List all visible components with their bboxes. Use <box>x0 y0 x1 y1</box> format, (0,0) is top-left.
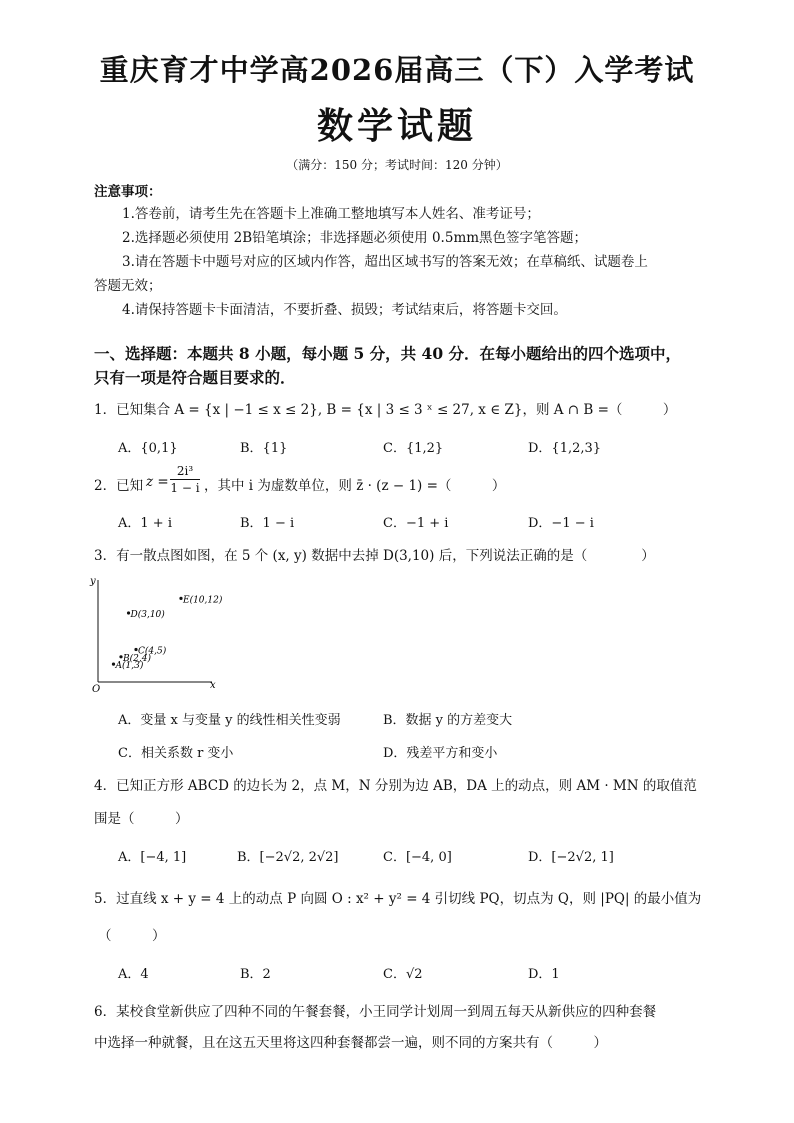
q1-option-b: B．{1} <box>240 441 288 456</box>
plot-points <box>112 594 223 671</box>
q2-option-b: B．1 − i <box>240 516 295 531</box>
q4-option-a: A．[−4, 1] <box>118 850 187 865</box>
note-item: 3.请在答题卡中题号对应的区域内作答，超出区域书写的答案无效；在草稿纸、试题卷上 <box>122 254 648 270</box>
exam-meta: （满分：150 分；考试时间：120 分钟） <box>286 158 508 172</box>
question-5-stem-cont: （ ） <box>98 928 166 944</box>
section-heading: 一、选择题：本题共 8 小题，每小题 5 分，共 40 分．在每小题给出的四个选项中， <box>94 344 682 363</box>
q1-option-a: A．{0,1} <box>118 441 178 456</box>
scatter-point-label: E(10,12) <box>183 595 223 606</box>
scatter-point-label: D(3,10) <box>130 610 165 620</box>
q2-option-c: C．−1 + i <box>383 516 449 531</box>
q5-option-b: B．2 <box>240 967 271 982</box>
note-item: 2.选择题必须使用 2B铅笔填涂；非选择题必须使用 0.5mm黑色签字笔答题； <box>122 230 588 246</box>
note-item: 4.请保持答题卡卡面清洁，不要折叠、损毁；考试结束后，将答题卡交回。 <box>122 302 567 318</box>
fraction-denominator: 1 − i <box>170 481 200 495</box>
q5-option-a: A．4 <box>118 967 149 982</box>
scatter-point-label: A(1,3) <box>115 661 144 672</box>
question-4-stem-cont: 围是（ ） <box>94 811 189 827</box>
question-6-stem: 6．某校食堂新供应了四种不同的午餐套餐，小王同学计划周一到周五每天从新供应的四种套餐 <box>94 1004 657 1020</box>
q2-option-a: A．1 + i <box>118 516 172 531</box>
question-2-fraction <box>170 464 200 495</box>
question-6-stem-cont: 中选择一种就餐，且在这五天里将这四种套餐都尝一遍，则不同的方案共有（ ） <box>94 1035 607 1051</box>
q4-option-b: B．[−2√2, 2√2] <box>237 850 339 865</box>
note-item: 1.答卷前，请考生先在答题卡上准确工整地填写本人姓名、准考证号； <box>122 206 540 222</box>
q3-option-c: C．相关系数 r 变小 <box>118 746 234 761</box>
exam-subject: 数学试题 <box>316 105 477 147</box>
scatter-point-label: B(2,4) <box>123 653 151 664</box>
q4-option-c: C．[−4, 0] <box>383 850 452 865</box>
q4-option-d: D．[−2√2, 1] <box>528 850 614 865</box>
q3-option-a: A．变量 x 与变量 y 的线性相关性变弱 <box>118 713 341 728</box>
question-3-stem: 3．有一散点图如图，在 5 个 (x, y) 数据中去掉 D(3,10) 后，下列说法正确的是（ ） <box>94 548 655 564</box>
section-heading-cont: 只有一项是符合题目要求的． <box>94 368 296 387</box>
q2-option-d: D．−1 − i <box>528 516 594 531</box>
question-2-stem-post: ，其中 i 为虚数单位，则 z̄ · (z − 1) =（ ） <box>204 478 506 494</box>
q3-option-d: D．残差平方和变小 <box>383 746 498 761</box>
exam-title: 重庆育才中学高2026届高三（下）入学考试 <box>99 53 695 87</box>
note-item: 答题无效； <box>94 278 162 294</box>
question-1-stem: 1．已知集合 A = {x | −1 ≤ x ≤ 2}, B = {x | 3 ≤ 3 ˣ ≤ 27, x ∈ Z}，则 A ∩ B =（ ） <box>94 402 677 418</box>
question-2-z: z = <box>146 474 169 490</box>
fraction-numerator: 2i³ <box>170 464 200 480</box>
q5-option-c: C．√2 <box>383 967 423 982</box>
q5-option-d: D．1 <box>528 967 560 982</box>
origin-label: O <box>92 684 101 694</box>
scatter-point-label: C(4,5) <box>138 646 167 657</box>
y-axis-label: y <box>90 576 96 587</box>
question-5-stem: 5．过直线 x + y = 4 上的动点 P 向圆 O : x² + y² = 4 引切线 PQ，切点为 Q，则 |PQ| 的最小值为 <box>94 891 702 907</box>
notes-heading: 注意事项： <box>94 184 162 200</box>
question-4-stem: 4．已知正方形 ABCD 的边长为 2，点 M，N 分别为边 AB，DA 上的动点，则 AM · MN 的取值范 <box>94 778 697 794</box>
q1-option-d: D．{1,2,3} <box>528 441 602 456</box>
x-axis-label: x <box>210 680 216 691</box>
q3-option-b: B．数据 y 的方差变大 <box>383 713 513 728</box>
q1-option-c: C．{1,2} <box>383 441 444 456</box>
scatter-plot <box>88 572 228 694</box>
question-2-stem-pre: 2．已知 <box>94 478 144 494</box>
